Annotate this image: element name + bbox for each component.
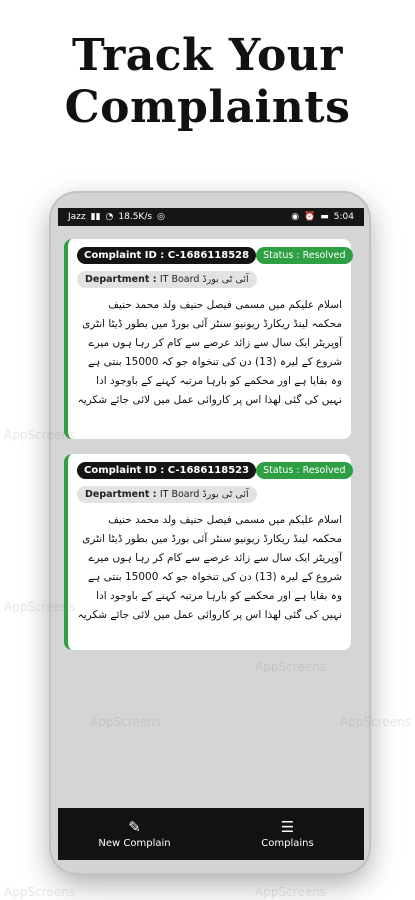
network-speed: 18.5K/s [118,212,153,222]
department-badge [77,271,257,288]
headline [0,30,415,134]
list-icon: ☰ [280,817,295,836]
pencil-icon: ✎ [128,817,141,836]
nav-new-complain-label: New Complain [98,837,171,849]
watermark: AppScreens [4,428,75,442]
department-value: IT Board آئی ٹی بورڈ [159,274,249,285]
complaint-card[interactable] [64,239,351,439]
nav-new-complain[interactable] [58,808,211,860]
signal-icon: ▮▮ [90,212,101,222]
status-value: Resolved [302,465,346,476]
complaint-id-value: C-1686118528 [167,250,250,261]
complaint-id-badge [77,462,256,479]
complaint-id-label: Complaint ID : [84,250,168,261]
complaint-body: اسلام علیکم میں مسمی فیصل حنیف ولد محمد حنیف محکمہ لینڈ ریکارڈ ریونیو سنٹر آئی بورڈ میں بطور ڈیٹا انٹری آوپریٹر ایک سال سے زائد عرصے سے کام کر رہا ہوں میرے شروع کے لیرہ (13) دن کی تنخواہ جو کہ 15000 بنتی ہے وہ بقایا ہے اور محکمے کو بارہا مرتبہ کہنے کے باوجود ادا نہیں کی گئی لھذا اس پر کاروائی عمل میں لائی جائے شکریہ [77,299,342,406]
status-badge [256,247,352,264]
headline-line-2: Complaints [64,82,351,133]
complaint-id-label: Complaint ID : [84,465,168,476]
status-value: Resolved [302,250,346,261]
complaint-id-badge [77,247,256,264]
clock: 5:04 [333,212,354,222]
wifi-icon: ◔ [105,212,114,222]
department-value: IT Board آئی ٹی بورڈ [159,489,249,500]
status-bar [58,208,364,226]
status-label: Status : [263,465,303,476]
battery-icon: ▬ [320,212,329,222]
app-screen [58,208,364,860]
whatsapp-icon: ◎ [157,212,165,222]
watermark: AppScreens [340,715,411,729]
nav-complains[interactable] [211,808,364,860]
carrier-label: Jazz [68,212,86,222]
status-label: Status : [263,250,303,261]
nav-complains-label: Complains [261,837,314,849]
watermark: AppScreens [255,885,326,899]
department-badge [77,486,257,503]
eye-icon: ◉ [291,212,300,222]
watermark: AppScreens [4,885,75,899]
complaint-id-value: C-1686118523 [167,465,250,476]
complaint-card[interactable] [64,454,351,650]
watermark: AppScreens [4,600,75,614]
bottom-nav [58,808,364,860]
department-label: Department : [85,274,160,285]
alarm-icon: ⏰ [304,212,316,222]
department-label: Department : [85,489,160,500]
headline-line-1: Track Your [72,30,343,81]
status-badge [256,462,352,479]
complaint-body: اسلام علیکم میں مسمی فیصل حنیف ولد محمد حنیف محکمہ لینڈ ریکارڈ ریونیو سنٹر آئی بورڈ میں بطور ڈیٹا انٹری آوپریٹر ایک سال سے زائد عرصے سے کام کر رہا ہوں میرے شروع کے لیرہ (13) دن کی تنخواہ جو کہ 15000 بنتی ہے وہ بقایا ہے اور محکمے کو بارہا مرتبہ کہنے کے باوجود ادا نہیں کی گئی لھذا اس پر کاروائی عمل میں لائی جائے شکریہ [77,514,342,621]
